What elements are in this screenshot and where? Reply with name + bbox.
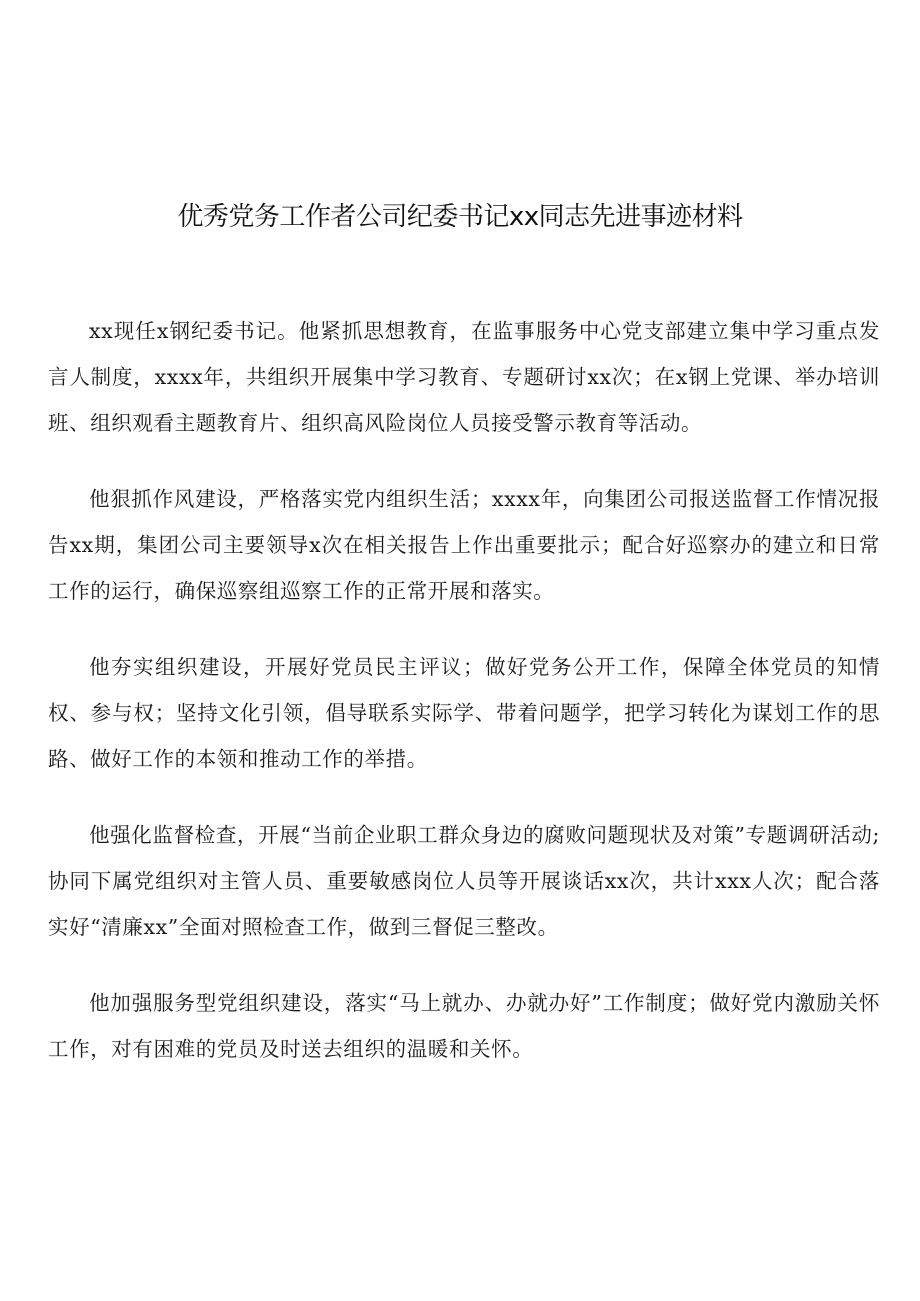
- paragraph-1: xx现任x钢纪委书记。他紧抓思想教育，在监事服务中心党支部建立集中学习重点发言人制度，xxxx年，共组织开展集中学习教育、专题研讨xx次；在x钢上党课、举办培训班、组织观看主题教育片、组织高风险岗位人员接受警示教育等活动。: [48, 319, 880, 435]
- paragraph-3: 他夯实组织建设，开展好党员民主评议；做好党务公开工作，保障全体党员的知情权、参与权；坚持文化引领，倡导联系实际学、带着问题学，把学习转化为谋划工作的思路、做好工作的本领和推动工作的举措。: [48, 655, 880, 771]
- document-body: [48, 308, 880, 1102]
- paragraph-2: 他狠抓作风建设，严格落实党内组织生活；xxxx年，向集团公司报送监督工作情况报告xx期，集团公司主要领导x次在相关报告上作出重要批示；配合好巡察办的建立和日常工作的运行，确保巡察组巡察工作的正常开展和落实。: [48, 487, 880, 603]
- document-title: 优秀党务工作者公司纪委书记xx同志先进事迹材料: [177, 202, 743, 232]
- paragraph-5: 他加强服务型党组织建设，落实“马上就办、办就办好”工作制度；做好党内激励关怀工作，对有困难的党员及时送去组织的温暖和关怀。: [48, 991, 880, 1061]
- paragraph-4: 他强化监督检查，开展“当前企业职工群众身边的腐败问题现状及对策”专题调研活动;协同下属党组织对主管人员、重要敏感岗位人员等开展谈话xx次，共计xxx人次；配合落实好“清廉xx”全面对照检查工作，做到三督促三整改。: [48, 823, 880, 939]
